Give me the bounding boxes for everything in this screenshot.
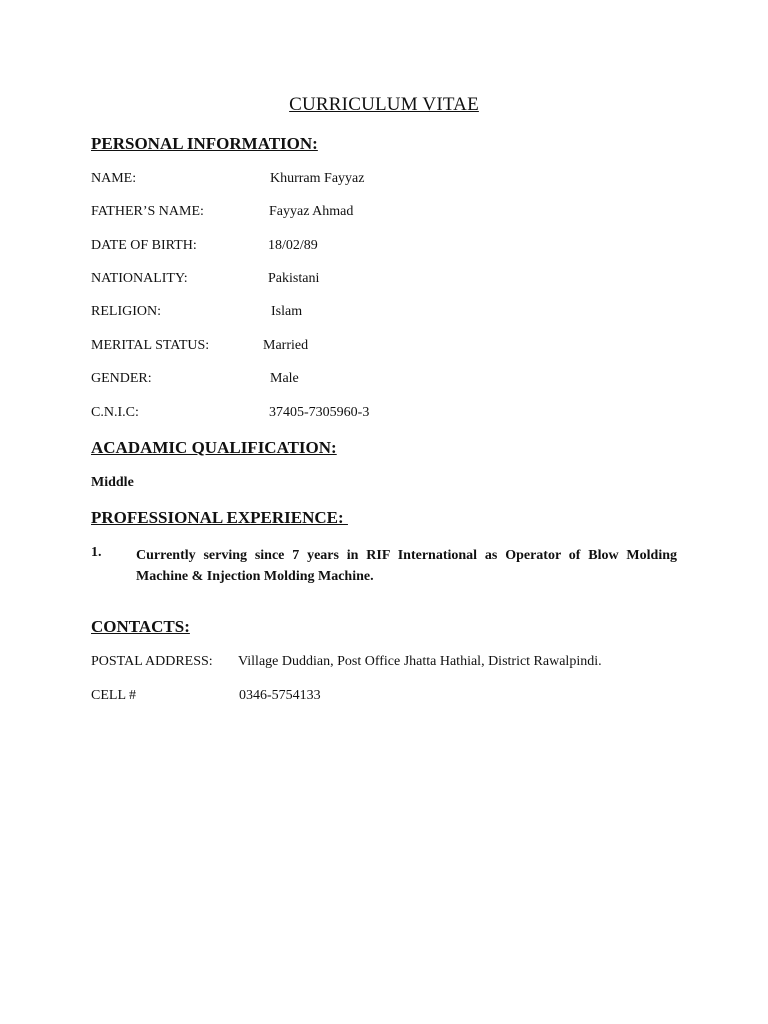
row-value: Islam: [271, 304, 303, 319]
experience-item-number: 1.: [91, 545, 102, 560]
row-value: Pakistani: [268, 271, 320, 286]
row-value: Village Duddian, Post Office Jhatta Hathial, District Rawalpindi.: [238, 654, 602, 669]
professional-experience-heading: PROFESSIONAL EXPERIENCE:: [91, 508, 348, 527]
row-label: DATE OF BIRTH:: [91, 238, 197, 253]
row-label: GENDER:: [91, 371, 152, 386]
academic-qualification-heading: ACADAMIC QUALIFICATION:: [91, 438, 337, 457]
row-label: NATIONALITY:: [91, 271, 188, 286]
row-value: 37405-7305960-3: [269, 405, 370, 420]
experience-item-text: Currently serving since 7 years in RIF International as Operator of Blow Molding Machine & Injection Molding Machine.: [136, 548, 677, 584]
row-label: FATHER’S NAME:: [91, 204, 204, 219]
row-label: C.N.I.C:: [91, 405, 139, 420]
contacts-heading: CONTACTS:: [91, 617, 190, 636]
academic-qualification-value: Middle: [91, 475, 134, 490]
row-label: NAME:: [91, 171, 137, 186]
personal-information-heading: PERSONAL INFORMATION:: [91, 134, 318, 153]
row-value: Married: [263, 338, 309, 353]
row-label: MERITAL STATUS:: [91, 338, 210, 353]
row-label: RELIGION:: [91, 304, 161, 319]
row-value: 18/02/89: [268, 238, 318, 253]
document-title: CURRICULUM VITAE: [289, 94, 479, 115]
row-value: Fayyaz Ahmad: [269, 204, 354, 219]
row-value: Male: [270, 371, 299, 386]
row-label: CELL #: [91, 688, 136, 703]
row-value: Khurram Fayyaz: [270, 171, 365, 186]
row-value: 0346-5754133: [239, 688, 321, 703]
row-label: POSTAL ADDRESS:: [91, 654, 213, 669]
